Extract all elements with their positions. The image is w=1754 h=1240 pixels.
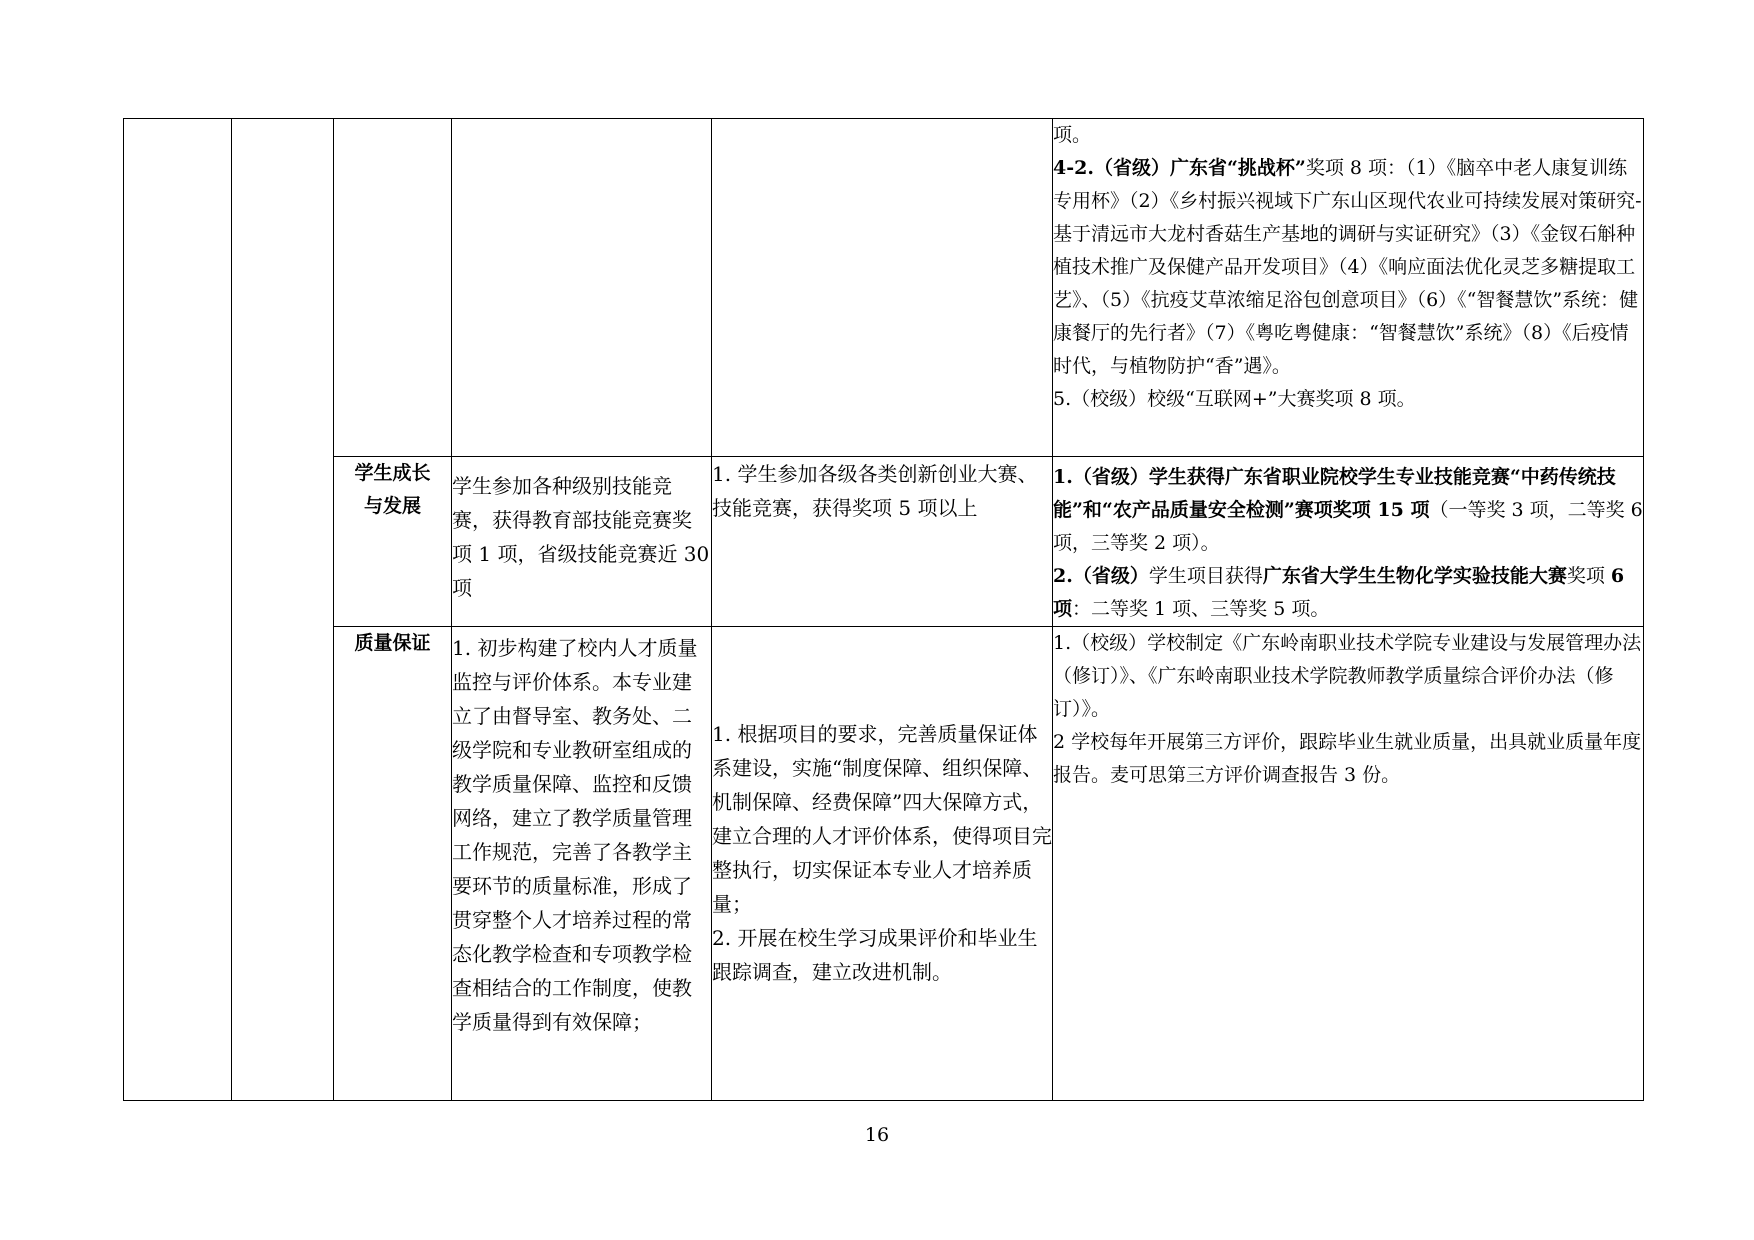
achievement-text-growth bbox=[1053, 461, 1643, 626]
achievement-cell-quality bbox=[1053, 627, 1644, 1101]
paragraph bbox=[1053, 560, 1643, 626]
bold-text: 广东省大学生生物化学实验技能大赛 bbox=[1262, 565, 1567, 587]
text-run: 奖项 bbox=[1566, 565, 1611, 587]
table-row-quality bbox=[124, 627, 1644, 1101]
paragraph bbox=[1053, 119, 1643, 152]
text-run: 奖项 8 项：（1）《脑卒中老人康复训练专用杯》（2）《乡村振兴视域下广东山区现代农业可持续发展对策研究-基于清远市大龙村香菇生产基地的调研与实证研究》（3）《金钗石斛种植技术推广及保健产品开发项目》（4）《响应面法优化灵芝多糖提取工艺》、（5）《抗疫艾草浓缩足浴包创意项目》（6）《“智餐慧饮”系统：健康餐厅的先行者》（7）《粤吃粤健康：“智餐慧饮”系统》（8）《后疫情时代，与植物防护“香”遇》。 bbox=[1053, 157, 1642, 377]
table-row-continued bbox=[124, 119, 1644, 457]
target-text-growth: 1. 学生参加各级各类创新创业大赛、技能竞赛，获得奖项 5 项以上 bbox=[712, 457, 1053, 627]
text-run: （一等奖 3 项，二等奖 6 项，三等奖 2 项）。 bbox=[1053, 499, 1643, 554]
bold-text: 4-2.（省级）广东省“挑战杯” bbox=[1053, 157, 1306, 179]
target-cell-continued bbox=[712, 119, 1053, 457]
paragraph bbox=[1053, 152, 1643, 383]
achievement-cell-growth bbox=[1053, 457, 1644, 627]
text-run: 学生项目获得 bbox=[1148, 565, 1263, 587]
table-row-growth bbox=[124, 457, 1644, 627]
achievement-text bbox=[1053, 119, 1643, 416]
bold-text: 1.（省级）学生获得广东省职业院校学生专业技能竞赛“中药传统技能”和“农产品质量安全检测”赛项奖项 15 项 bbox=[1053, 466, 1616, 521]
category-cell bbox=[124, 119, 232, 1101]
achievement-item-2: 2 学校每年开展第三方评价，跟踪毕业生就业质量，出具就业质量年度报告。麦可思第三方评价调查报告 3 份。 bbox=[1053, 731, 1642, 786]
indicator-cell-continued bbox=[334, 119, 452, 457]
target-item-1: 1. 根据项目的要求，完善质量保证体系建设，实施“制度保障、组织保障、机制保障、经费保障”四大保障方式，建立合理的人才评价体系，使得项目完整执行，切实保证本专业人才培养质量； bbox=[712, 722, 1052, 916]
target-cell-quality bbox=[712, 627, 1053, 1101]
paragraph bbox=[1053, 461, 1643, 560]
project-table bbox=[123, 118, 1644, 1101]
baseline-text-growth: 学生参加各种级别技能竞赛，获得教育部技能竞赛奖项 1 项，省级技能竞赛近 30 项 bbox=[452, 457, 712, 627]
paragraph bbox=[1053, 383, 1643, 416]
baseline-text-quality: 1. 初步构建了校内人才质量监控与评价体系。本专业建立了由督导室、教务处、二级学院和专业教研室组成的教学质量保障、监控和反馈网络，建立了教学质量管理工作规范，完善了各教学主要环节的质量标准，形成了贯穿整个人才培养过程的常态化教学检查和专项教学检查相结合的工作制度，使教学质量得到有效保障； bbox=[452, 627, 712, 1101]
achievement-item-1: 1.（校级）学校制定《广东岭南职业技术学院专业建设与发展管理办法（修订）》、《广东岭南职业技术学院教师教学质量综合评价办法（修订）》。 bbox=[1053, 632, 1642, 720]
text-run: ：二等奖 1 项、三等奖 5 项。 bbox=[1072, 598, 1330, 620]
indicator-label-growth: 学生成长与发展 bbox=[334, 457, 452, 627]
text-run: 项。 bbox=[1053, 124, 1092, 146]
bold-text: 6 项 bbox=[1053, 565, 1625, 620]
text-run: 5.（校级）校级“互联网+”大赛奖项 8 项。 bbox=[1053, 388, 1416, 410]
bold-text: 2.（省级） bbox=[1053, 565, 1149, 587]
target-item-2: 2. 开展在校生学习成果评价和毕业生跟踪调查，建立改进机制。 bbox=[712, 926, 1038, 984]
baseline-cell-continued bbox=[452, 119, 712, 457]
indicator-label-quality: 质量保证 bbox=[334, 627, 452, 1101]
subcategory-cell bbox=[232, 119, 334, 1101]
page-number: 16 bbox=[864, 1124, 890, 1146]
achievement-cell-continued bbox=[1053, 119, 1644, 457]
